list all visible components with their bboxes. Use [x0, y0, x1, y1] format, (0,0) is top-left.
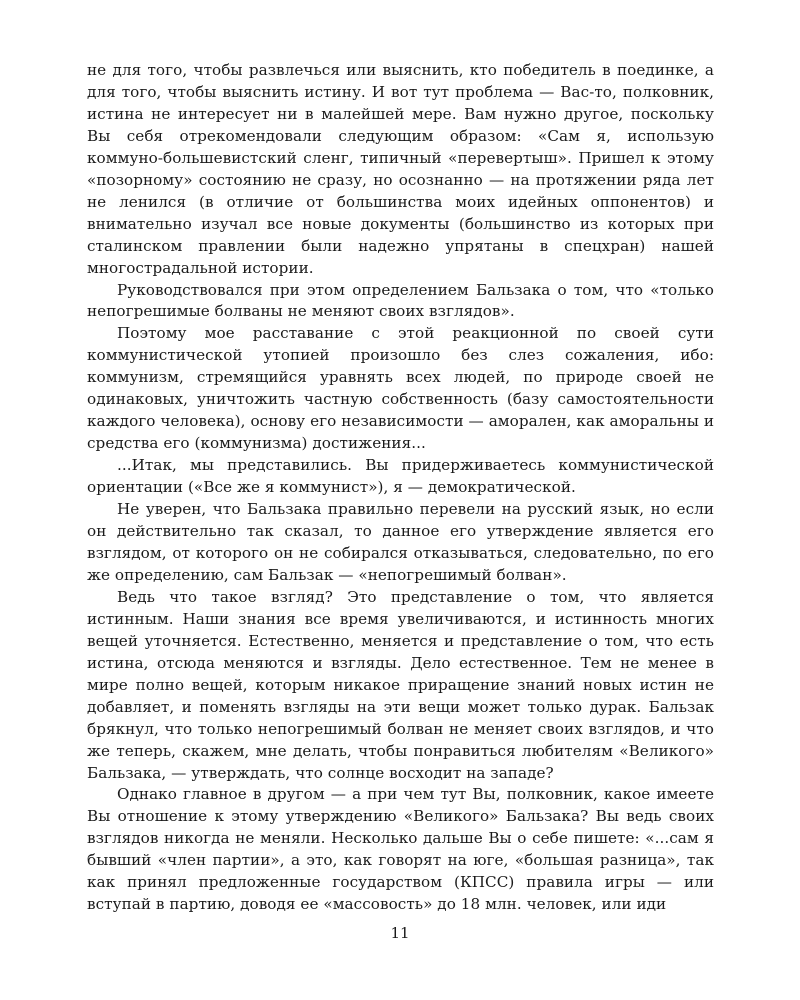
paragraph-5: Не уверен, что Бальзака правильно перевели на русский язык, но если он действительно так сказал, то данное его утверждение является его взглядом, от которого он не собирался отказываться, следовательно, по его же определению, сам Бальзак — «непогрешимый болван». — [87, 500, 714, 584]
paragraph-3: Поэтому мое расставание с этой реакционной по своей сути коммунистической утопией произошло без слез сожаления, ибо: коммунизм, стремящийся уравнять всех людей, по природе своей не одинаковых, уничтожить частную собственность (базу самостоятельности каждого человека), основу его независимости — аморален, как аморальны и средства его (коммунизма) достижения... — [87, 324, 714, 453]
page-number: 11 — [390, 924, 410, 942]
page-body — [87, 60, 714, 940]
paragraph-4: ...Итак, мы представились. Вы придерживаетесь коммунистической ориентации («Все же я коммунист»), я — демократической. — [87, 456, 714, 497]
paragraph-2: Руководствовался при этом определением Бальзака о том, что «только непогрешимые болваны не меняют своих взглядов». — [87, 280, 714, 321]
paragraph-6: Ведь что такое взгляд? Это представление о том, что является истинным. Наши знания все время увеличиваются, и истинность многих вещей уточняется. Естественно, меняется и представление о том, что есть истина, отсюда меняются и взгляды. Дело естественное. Тем не менее в мире полно вещей, которым никакое приращение знаний новых истин не добавляет, и поменять взгляды на эти вещи может только дурак. Бальзак брякнул, что только непогрешимый болван не меняет своих взглядов, и что же теперь, скажем, мне делать, чтобы понравиться любителям «Великого» Бальзака, — утверждать, что солнце восходит на западе? — [87, 587, 714, 782]
paragraph-7: Однако главное в другом — а при чем тут Вы, полковник, какое имеете Вы отношение к этому утверждению «Великого» Бальзака? Вы ведь своих взглядов никогда не меняли. Несколько дальше Вы о себе пишете: «...сам я бывший «член партии», а это, как говорят на юге, «большая разница», так как принял предложенные государством (КПСС) правила игры — или вступай в партию, доводя ее «массовость» до 18 млн. человек, или иди — [87, 785, 714, 914]
paragraph-1: не для того, чтобы развлечься или выяснить, кто победитель в поединке, а для того, чтобы выяснить истину. И вот тут проблема — Вас-то, полковник, истина не интересует ни в малейшей мере. Вам нужно другое, поскольку Вы себя отрекомендовали следующим образом: «Сам я, использую коммуно-большевистский сленг, типичный «перевертыш». Пришел к этому «позорному» состоянию не сразу, но осознанно — на протяжении ряда лет не ленился (в отличие от большинства моих идейных оппонентов) и внимательно изучал все новые документы (большинство из которых при сталинском правлении были надежно упрятаны в спецхран) нашей многострадальной истории. — [87, 61, 714, 277]
